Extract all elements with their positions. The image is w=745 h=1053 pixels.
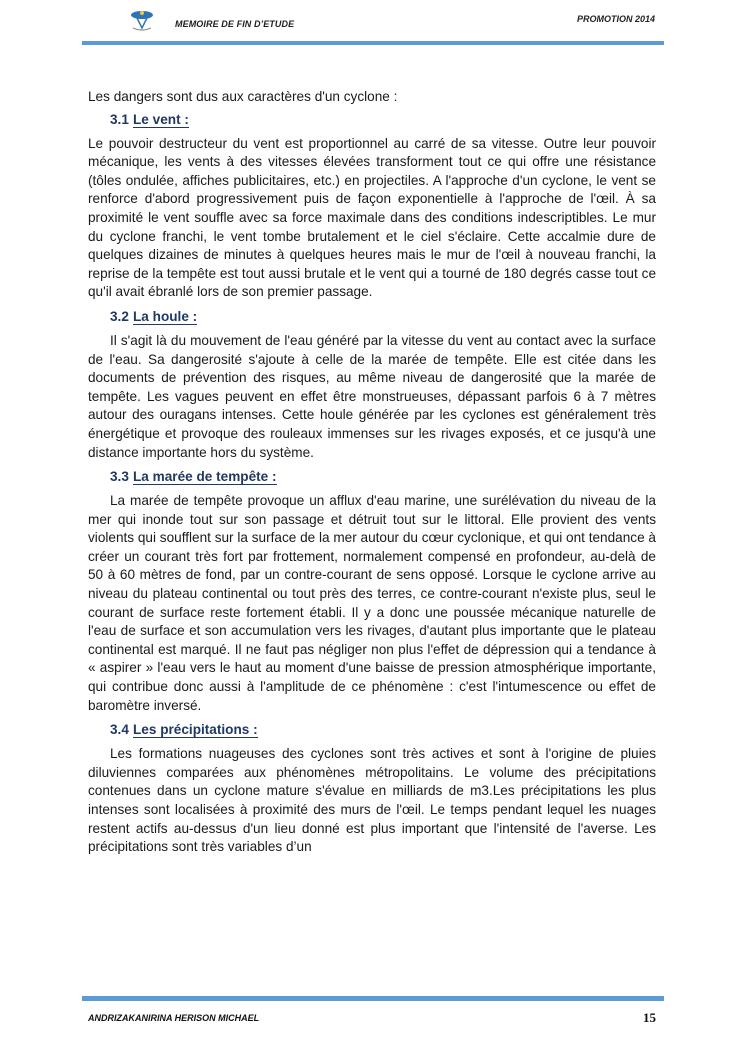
section-heading-houle: [110, 308, 656, 326]
section-heading-maree: [110, 468, 656, 486]
section-title: Les précipitations :: [133, 722, 258, 738]
section-title: La houle :: [133, 308, 198, 324]
header-promotion: PROMOTION 2014: [576, 14, 655, 24]
header-title: MEMOIRE DE FIN D’ETUDE: [175, 19, 295, 29]
section-number: 3.1: [110, 111, 129, 127]
intro-paragraph: Les dangers sont dus aux caractères d'un cyclone :: [88, 89, 398, 104]
section-heading-precipitations: [110, 721, 656, 739]
section-number: 3.2: [110, 308, 129, 324]
header-rule: [82, 41, 664, 45]
page-body: [88, 88, 656, 857]
footer-rule: [82, 996, 664, 1001]
section-paragraph-houle: Il s'agit là du mouvement de l'eau généré par la vitesse du vent au contact avec la surface de l'eau. Sa dangerosité s'ajoute à celle de la marée de tempête. Elle est citée dans les documents de prévention des risques, au même niveau de dangerosité que la marée de tempête. Les vagues peuvent en effet être monstrueuses, dépassant parfois 6 à 7 mètres autour des ouragans intenses. Cette houle générée par les cyclones est généralement très énergétique et provoque des rouleaux immenses sur les rivages exposés, et ce jusqu'à une distance importante hors du système.: [88, 332, 656, 460]
section-paragraph-precipitations: Les formations nuageuses des cyclones sont très actives et sont à l'origine de pluies diluviennes comparées aux phénomènes métropolitains. Le volume des précipitations contenues dans un cyclone mature s'évalue en milliards de m3.Les précipitations les plus intenses sont localisées à proximité des murs de l'œil. Le temps pendant lequel les nuages restent actifs au-dessus d'un lieu donné est plus important que l'intensité de l'averse. Les précipitations sont très variables d’un: [88, 746, 656, 855]
university-emblem-icon: [128, 8, 156, 32]
section-number: 3.4: [110, 722, 129, 738]
page-number: 15: [643, 1010, 656, 1025]
section-title: La marée de tempête :: [133, 469, 277, 485]
section-title: Le vent :: [133, 111, 189, 127]
section-number: 3.3: [110, 469, 129, 485]
section-paragraph-vent: Le pouvoir destructeur du vent est proportionnel au carré de sa vitesse. Outre leur pouvoir mécanique, les vents à des vitesses élevées transforment tout ce qui offre une résistance (tôles ondulée, affiches publicitaires, etc.) en projectiles. A l'approche d'un cyclone, le vent se renforce d'abord progressivement puis de façon exponentielle à l'approche de l'œil. À sa proximité le vent souffle avec sa force maximale dans des conditions indescriptibles. Le mur du cyclone franchi, le vent tombe brutalement et le ciel s'éclaire. Cette accalmie dure de quelques dizaines de minutes à quelques heures mais le mur de l'œil à nouveau franchi, la reprise de la tempête est tout aussi brutale et le vent qui a tourné de 180 degrés casse tout ce qu'il avait ébranlé lors de son premier passage.: [88, 135, 656, 300]
footer-author: ANDRIZAKANIRINA HERISON MICHAEL: [88, 1013, 260, 1023]
section-paragraph-maree: La marée de tempête provoque un afflux d'eau marine, une surélévation du niveau de la mer qui inonde tout sur son passage et détruit tout sur le littoral. Elle provient des vents violents qui soufflent sur la surface de la mer autour du cœur cyclonique, et qui ont tendance à créer un courant très fort par frottement, normalement compensé en profondeur, au-delà de 50 à 60 mètres de fond, par un contre-courant de sens opposé. Lorsque le cyclone arrive au niveau du plateau continental ou tout près des terres, ce contre-courant n'existe plus, seul le courant de surface reste fortement établi. Il y a donc une poussée mécanique naturelle de l'eau de surface et son accumulation vers les rivages, d'autant plus importante que le plateau continental est marqué. Il ne faut pas négliger non plus l'effet de dépression qui a tendance à « aspirer » l'eau vers le haut au moment d'une baisse de pression atmosphérique importante, qui contribue donc aussi à l'amplitude de ce phénomène : c'est l'intumescence ou effet de baromètre inversé.: [88, 493, 656, 713]
section-heading-vent: [110, 111, 656, 129]
page-header: [0, 0, 745, 50]
